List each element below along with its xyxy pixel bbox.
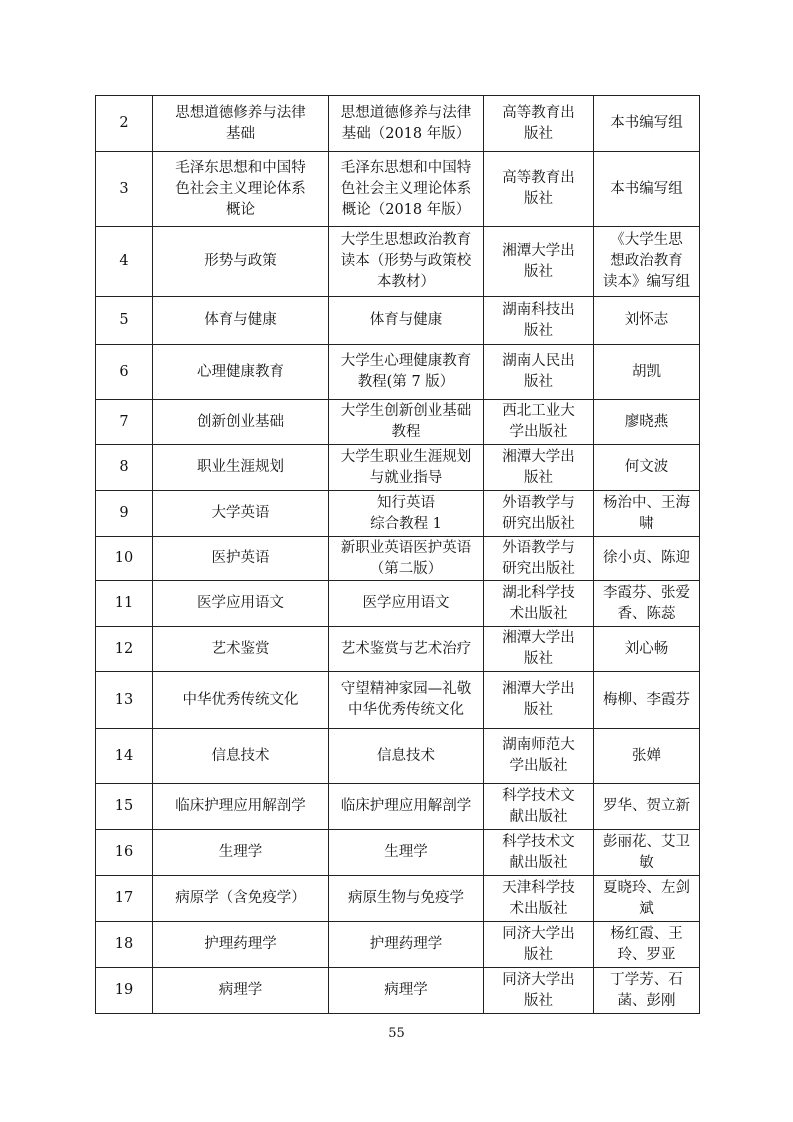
row-number: 4 — [96, 227, 153, 297]
row-number: 14 — [96, 729, 153, 784]
author: 杨治中、王海 啸 — [594, 491, 700, 537]
row-number: 19 — [96, 968, 153, 1014]
table-row — [96, 627, 700, 672]
table-row — [96, 400, 700, 445]
course-name: 创新创业基础 — [153, 400, 329, 445]
author: 丁学芳、石 菡、彭刚 — [594, 968, 700, 1014]
author: 何文波 — [594, 445, 700, 491]
publisher: 科学技术文 献出版社 — [484, 784, 594, 830]
publisher: 高等教育出 版社 — [484, 96, 594, 152]
table-row — [96, 227, 700, 297]
table-row — [96, 537, 700, 581]
author: 胡凯 — [594, 345, 700, 400]
course-name: 生理学 — [153, 830, 329, 876]
table-row — [96, 672, 700, 729]
row-number: 16 — [96, 830, 153, 876]
author: 张婵 — [594, 729, 700, 784]
course-name: 大学英语 — [153, 491, 329, 537]
publisher: 西北工业大 学出版社 — [484, 400, 594, 445]
publisher: 外语教学与 研究出版社 — [484, 537, 594, 581]
textbook-name: 生理学 — [329, 830, 484, 876]
author: 夏晓玲、左剑 斌 — [594, 876, 700, 922]
publisher: 科学技术文 献出版社 — [484, 830, 594, 876]
table-row — [96, 784, 700, 830]
row-number: 11 — [96, 581, 153, 627]
course-name: 医护英语 — [153, 537, 329, 581]
author: 刘怀志 — [594, 297, 700, 345]
textbook-name: 守望精神家园—礼敬 中华优秀传统文化 — [329, 672, 484, 729]
author: 彭丽花、艾卫 敏 — [594, 830, 700, 876]
publisher: 湘潭大学出 版社 — [484, 672, 594, 729]
row-number: 17 — [96, 876, 153, 922]
row-number: 3 — [96, 152, 153, 227]
course-name: 医学应用语文 — [153, 581, 329, 627]
row-number: 10 — [96, 537, 153, 581]
textbook-name: 大学生创新创业基础 教程 — [329, 400, 484, 445]
author: 本书编写组 — [594, 152, 700, 227]
row-number: 9 — [96, 491, 153, 537]
author: 刘心畅 — [594, 627, 700, 672]
row-number: 2 — [96, 96, 153, 152]
course-name: 临床护理应用解剖学 — [153, 784, 329, 830]
table-row — [96, 96, 700, 152]
textbook-name: 临床护理应用解剖学 — [329, 784, 484, 830]
textbook-name: 新职业英语医护英语 （第二版） — [329, 537, 484, 581]
textbook-name: 大学生职业生涯规划 与就业指导 — [329, 445, 484, 491]
publisher: 湖南人民出 版社 — [484, 345, 594, 400]
publisher: 天津科学技 术出版社 — [484, 876, 594, 922]
textbook-name: 毛泽东思想和中国特 色社会主义理论体系 概论（2018 年版） — [329, 152, 484, 227]
course-name: 形势与政策 — [153, 227, 329, 297]
author: 梅柳、李霞芬 — [594, 672, 700, 729]
textbook-name: 医学应用语文 — [329, 581, 484, 627]
textbook-name: 病理学 — [329, 968, 484, 1014]
row-number: 8 — [96, 445, 153, 491]
row-number: 12 — [96, 627, 153, 672]
table-body — [96, 96, 700, 1014]
row-number: 6 — [96, 345, 153, 400]
course-name: 护理药理学 — [153, 922, 329, 968]
table-row — [96, 445, 700, 491]
row-number: 7 — [96, 400, 153, 445]
publisher: 湘潭大学出 版社 — [484, 627, 594, 672]
publisher: 湘潭大学出 版社 — [484, 227, 594, 297]
textbook-name: 思想道德修养与法律 基础（2018 年版） — [329, 96, 484, 152]
textbook-name: 艺术鉴赏与艺术治疗 — [329, 627, 484, 672]
course-name: 心理健康教育 — [153, 345, 329, 400]
textbook-name: 病原生物与免疫学 — [329, 876, 484, 922]
publisher: 同济大学出 版社 — [484, 922, 594, 968]
author: 廖晓燕 — [594, 400, 700, 445]
table-row — [96, 729, 700, 784]
course-name: 毛泽东思想和中国特 色社会主义理论体系 概论 — [153, 152, 329, 227]
course-name: 病理学 — [153, 968, 329, 1014]
author: 本书编写组 — [594, 96, 700, 152]
row-number: 13 — [96, 672, 153, 729]
table-row — [96, 152, 700, 227]
publisher: 湖南师范大 学出版社 — [484, 729, 594, 784]
author: 徐小贞、陈迎 — [594, 537, 700, 581]
row-number: 18 — [96, 922, 153, 968]
textbook-name: 护理药理学 — [329, 922, 484, 968]
row-number: 5 — [96, 297, 153, 345]
course-name: 艺术鉴赏 — [153, 627, 329, 672]
table-row — [96, 297, 700, 345]
author: 杨红霞、王 玲、罗亚 — [594, 922, 700, 968]
textbook-name: 大学生心理健康教育 教程(第 7 版） — [329, 345, 484, 400]
course-name: 职业生涯规划 — [153, 445, 329, 491]
publisher: 同济大学出 版社 — [484, 968, 594, 1014]
table-row — [96, 922, 700, 968]
author: 罗华、贺立新 — [594, 784, 700, 830]
row-number: 15 — [96, 784, 153, 830]
textbook-name: 大学生思想政治教育 读本（形势与政策校 本教材） — [329, 227, 484, 297]
course-name: 中华优秀传统文化 — [153, 672, 329, 729]
page-number: 55 — [388, 1026, 405, 1041]
course-name: 信息技术 — [153, 729, 329, 784]
textbook-name: 知行英语 综合教程 1 — [329, 491, 484, 537]
author: 《大学生思 想政治教育 读本》编写组 — [594, 227, 700, 297]
publisher: 湖北科学技 术出版社 — [484, 581, 594, 627]
publisher: 湘潭大学出 版社 — [484, 445, 594, 491]
textbook-name: 体育与健康 — [329, 297, 484, 345]
publisher: 湖南科技出 版社 — [484, 297, 594, 345]
publisher: 外语教学与 研究出版社 — [484, 491, 594, 537]
table-row — [96, 830, 700, 876]
table-row — [96, 968, 700, 1014]
textbook-table — [95, 95, 700, 1014]
table-row — [96, 345, 700, 400]
publisher: 高等教育出 版社 — [484, 152, 594, 227]
author: 李霞芬、张爱 香、陈蕊 — [594, 581, 700, 627]
course-name: 思想道德修养与法律 基础 — [153, 96, 329, 152]
table-row — [96, 876, 700, 922]
table-row — [96, 581, 700, 627]
course-name: 病原学（含免疫学） — [153, 876, 329, 922]
table-row — [96, 491, 700, 537]
course-name: 体育与健康 — [153, 297, 329, 345]
textbook-name: 信息技术 — [329, 729, 484, 784]
